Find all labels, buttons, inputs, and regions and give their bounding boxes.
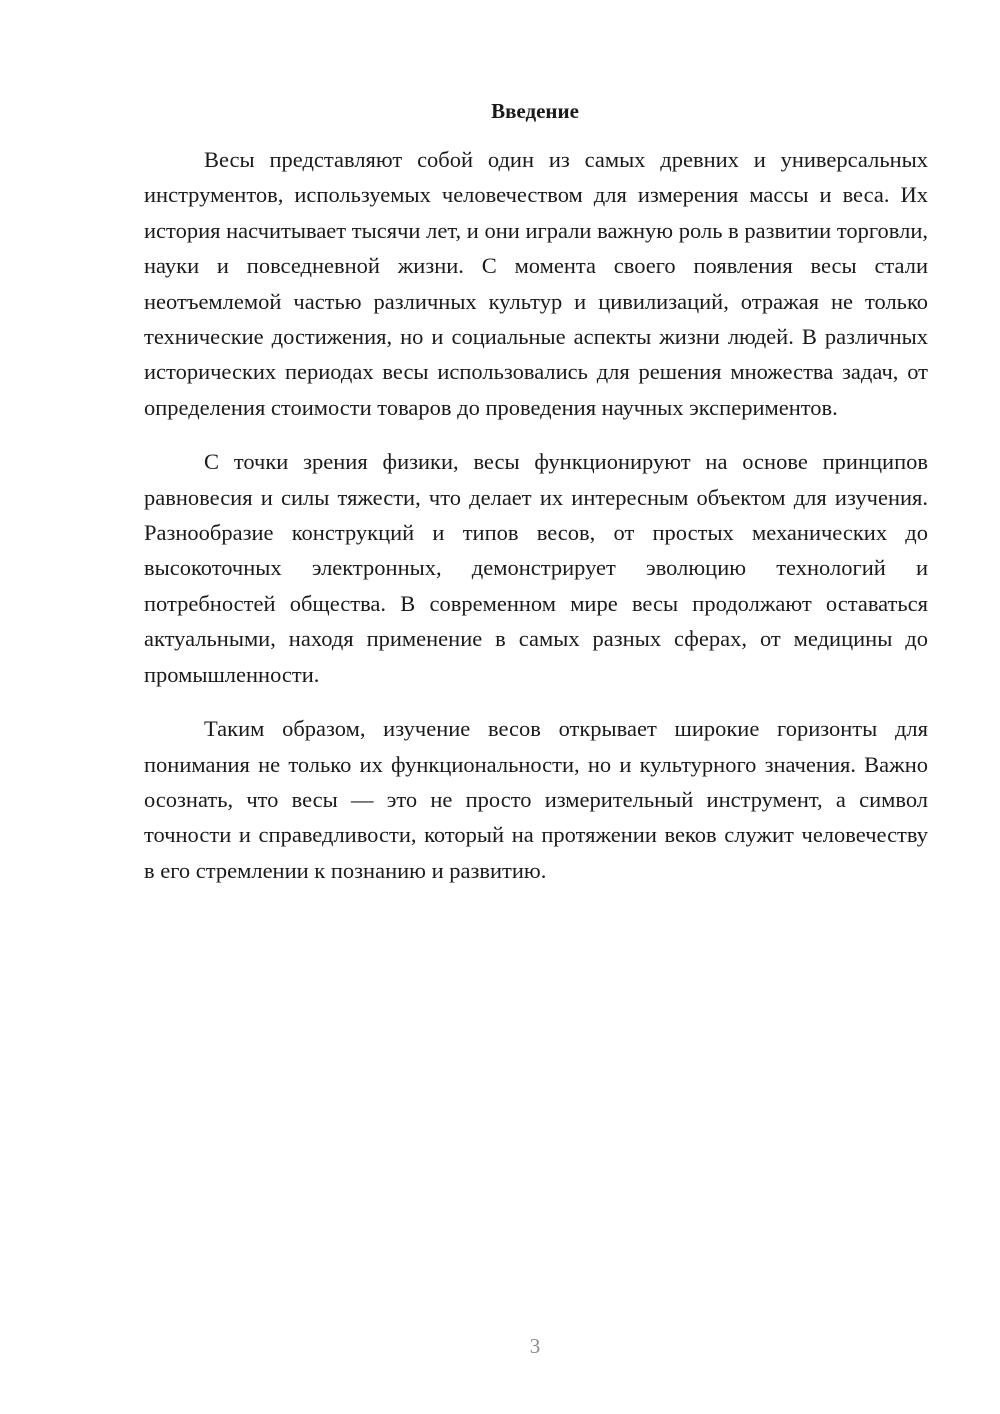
body-text [144, 142, 928, 907]
page-number: 3 [529, 1334, 541, 1358]
paragraph-1: Весы представляют собой один из самых древних и универсальных инструментов, используемых человечеством для измерения массы и веса. Их история насчитывает тысячи лет, и они играли важную роль в развитии торговли, науки и повседневной жизни. С момента своего появления весы стали неотъемлемой частью различных культур и цивилизаций, отражая не только технические достижения, но и социальные аспекты жизни людей. В различных исторических периодах весы использовались для решения множества задач, от определения стоимости товаров до проведения научных экспериментов. [144, 147, 928, 420]
paragraph-3: Таким образом, изучение весов открывает широкие горизонты для понимания не только их функциональности, но и культурного значения. Важно осознать, что весы — это не просто измерительный инструмент, а символ точности и справедливости, который на протяжении веков служит человечеству в его стремлении к познанию и развитию. [144, 716, 928, 883]
section-heading: Введение [491, 99, 579, 123]
paragraph-2: С точки зрения физики, весы функционируют на основе принципов равновесия и силы тяжести, что делает их интересным объектом для изучения. Разнообразие конструкций и типов весов, от простых механических до высокоточных электронных, демонстрирует эволюцию технологий и потребностей общества. В современном мире весы продолжают оставаться актуальными, находя применение в самых разных сферах, от медицины до промышленности. [144, 449, 928, 687]
